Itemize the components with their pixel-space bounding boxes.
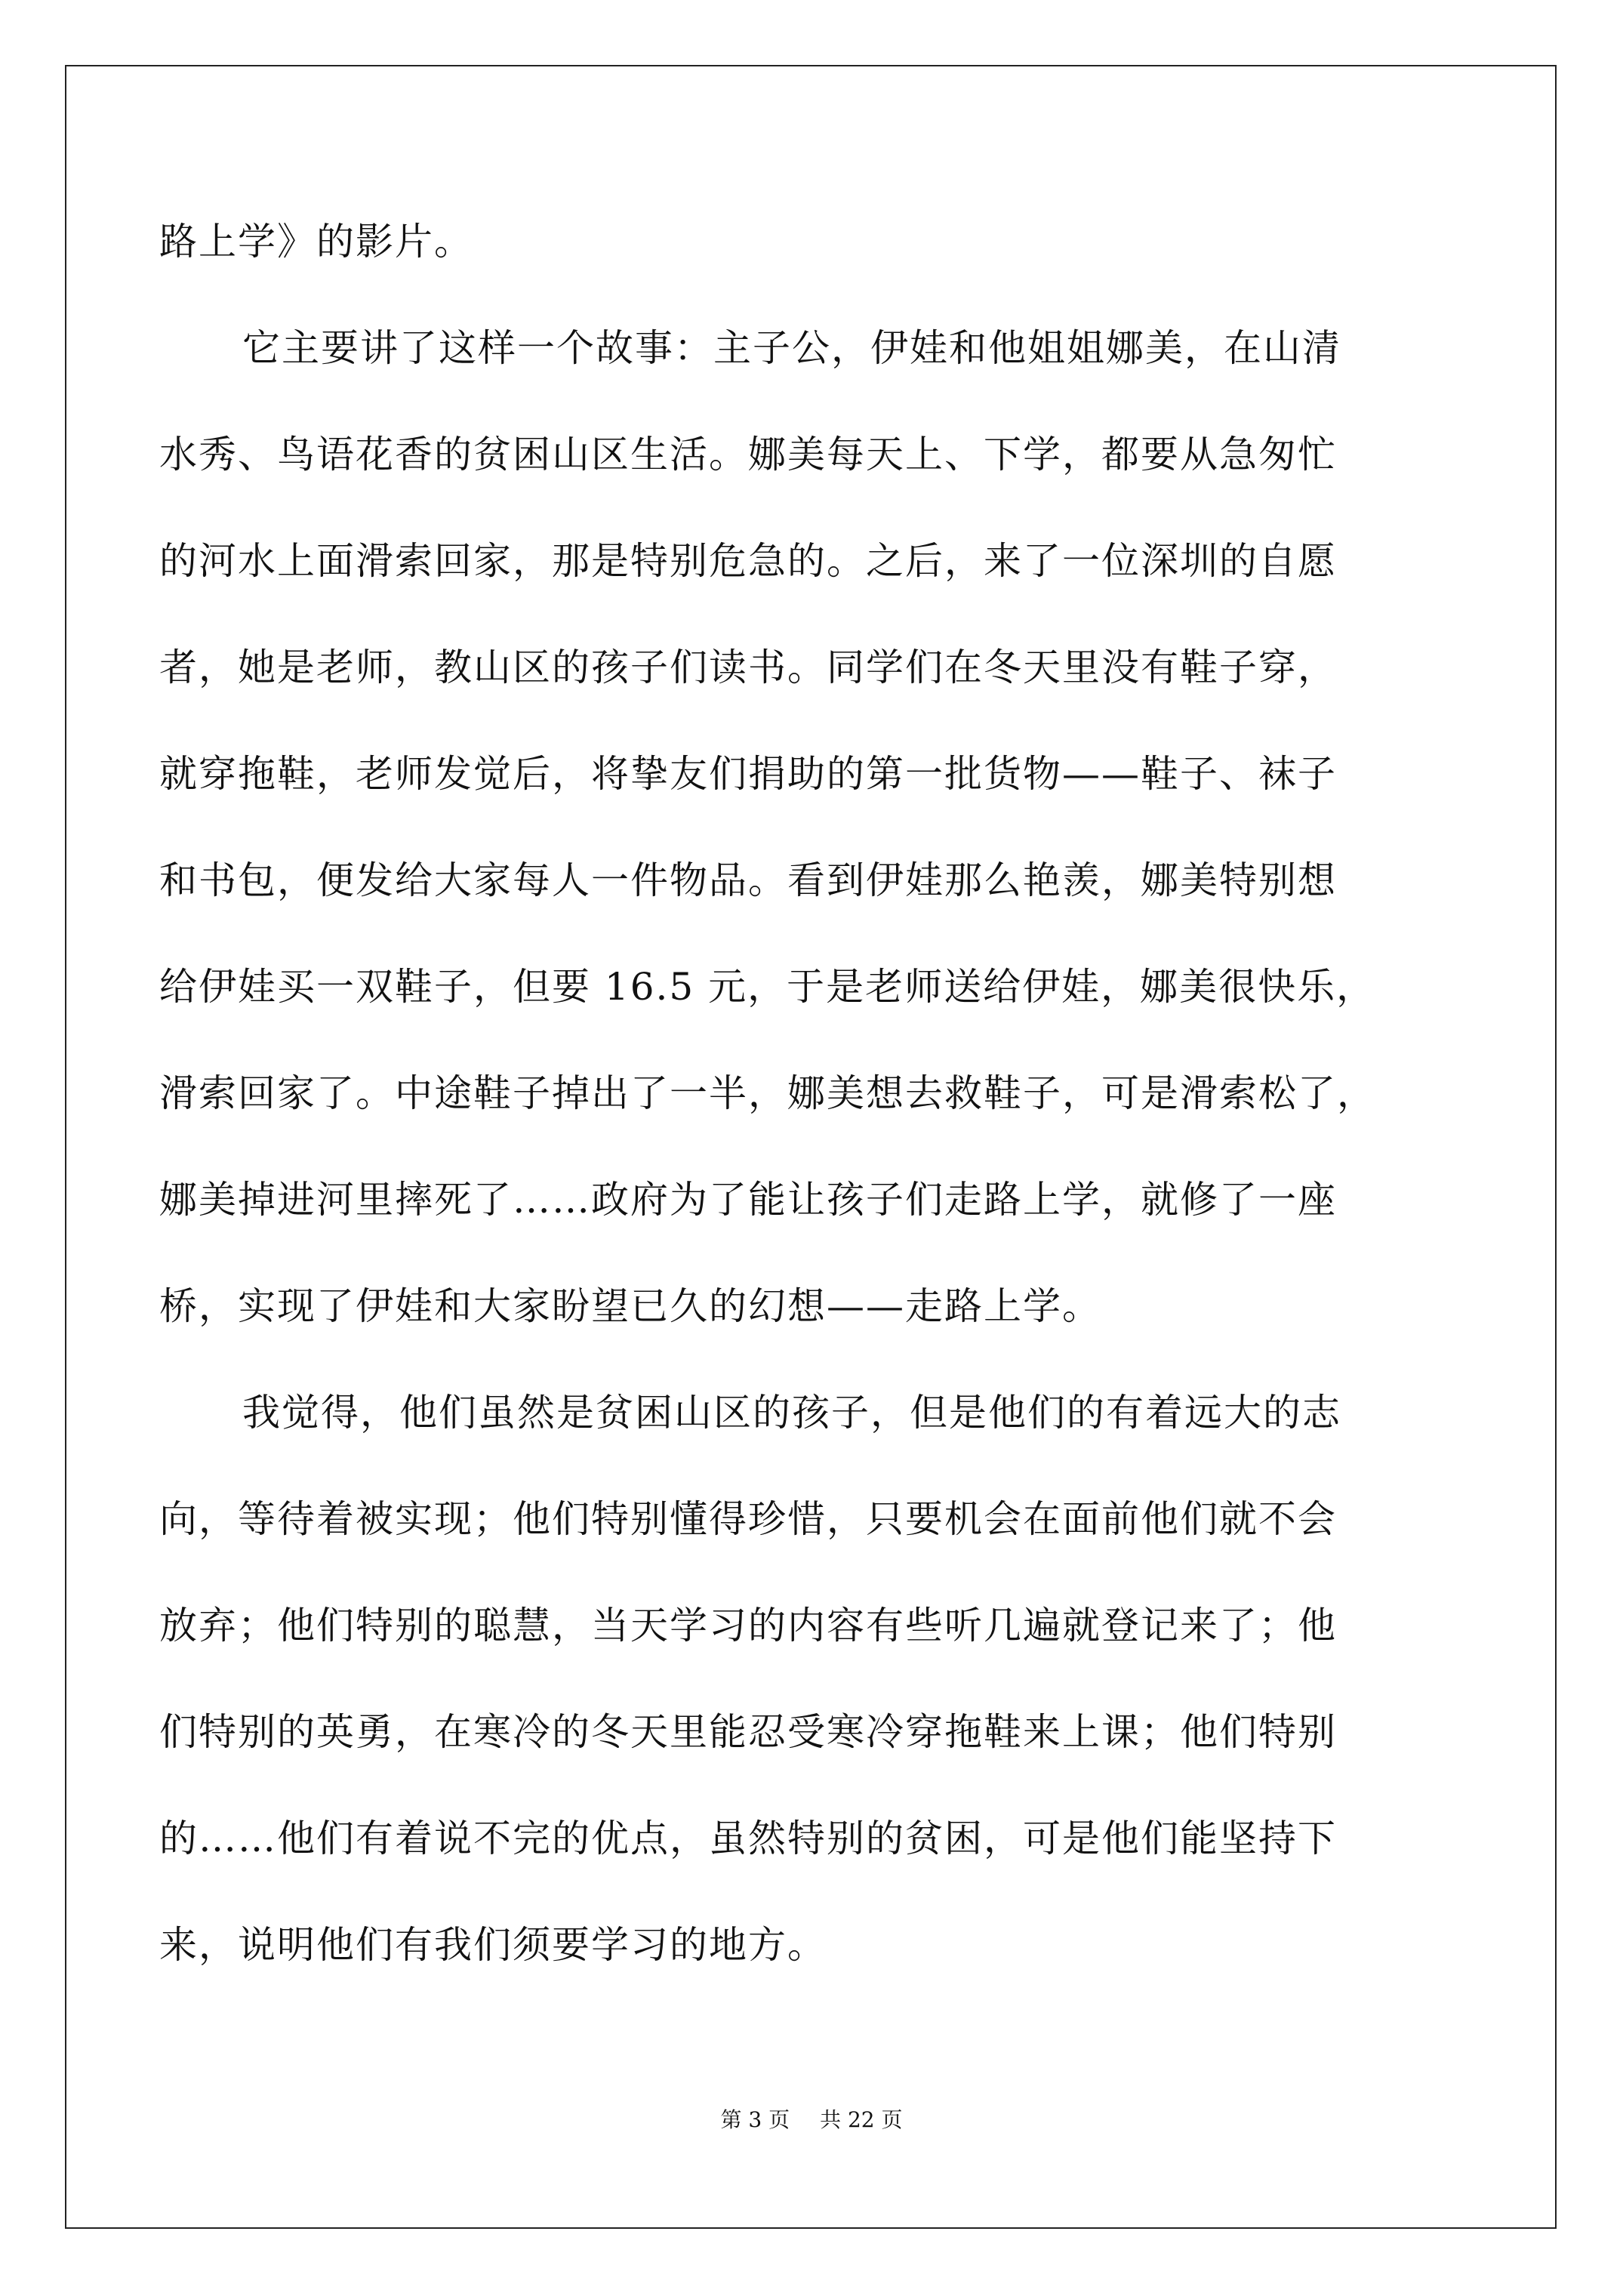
text-line: 和书包，便发给大家每人一件物品。看到伊娃那么艳羡，娜美特别想: [159, 858, 1337, 902]
text-line: 的……他们有着说不完的优点，虽然特别的贫困，可是他们能坚持下: [159, 1817, 1337, 1860]
page-number: 第 3 页: [720, 2107, 790, 2132]
text-line: 路上学》的影片。: [159, 220, 473, 264]
text-line: 我觉得，他们虽然是贫困山区的孩子，但是他们的有着远大的志: [242, 1391, 1341, 1435]
text-line: 桥，实现了伊娃和大家盼望已久的幻想——走路上学。: [159, 1284, 1101, 1328]
text-line: 它主要讲了这样一个故事：主子公，伊娃和他姐姐娜美，在山清: [242, 326, 1341, 370]
text-line: 的河水上面滑索回家，那是特别危急的。之后，来了一位深圳的自愿: [159, 539, 1337, 583]
text-line: 娜美掉进河里摔死了……政府为了能让孩子们走路上学，就修了一座: [159, 1178, 1337, 1222]
text-line: 来，说明他们有我们须要学习的地方。: [159, 1923, 827, 1967]
page-footer: [0, 2105, 1623, 2135]
text-line: 就穿拖鞋，老师发觉后，将挚友们捐助的第一批货物——鞋子、袜子: [159, 752, 1337, 796]
text-line: 水秀、鸟语花香的贫困山区生活。娜美每天上、下学，都要从急匆忙: [159, 433, 1337, 476]
text-line: 放弃；他们特别的聪慧，当天学习的内容有些听几遍就登记来了；他: [159, 1604, 1337, 1647]
text-line: 者，她是老师，教山区的孩子们读书。同学们在冬天里没有鞋子穿，: [159, 646, 1337, 689]
text-line: 给伊娃买一双鞋子，但要 16.5 元，于是老师送给伊娃，娜美很快乐，: [159, 965, 1376, 1009]
text-line: 们特别的英勇，在寒冷的冬天里能忍受寒冷穿拖鞋来上课；他们特别: [159, 1710, 1337, 1754]
text-line: 向，等待着被实现；他们特别懂得珍惜，只要机会在面前他们就不会: [159, 1497, 1337, 1541]
page-total: 共 22 页: [820, 2107, 903, 2132]
document-body: [159, 189, 1465, 1999]
text-line: 滑索回家了。中途鞋子掉出了一半，娜美想去救鞋子，可是滑索松了，: [159, 1071, 1376, 1115]
